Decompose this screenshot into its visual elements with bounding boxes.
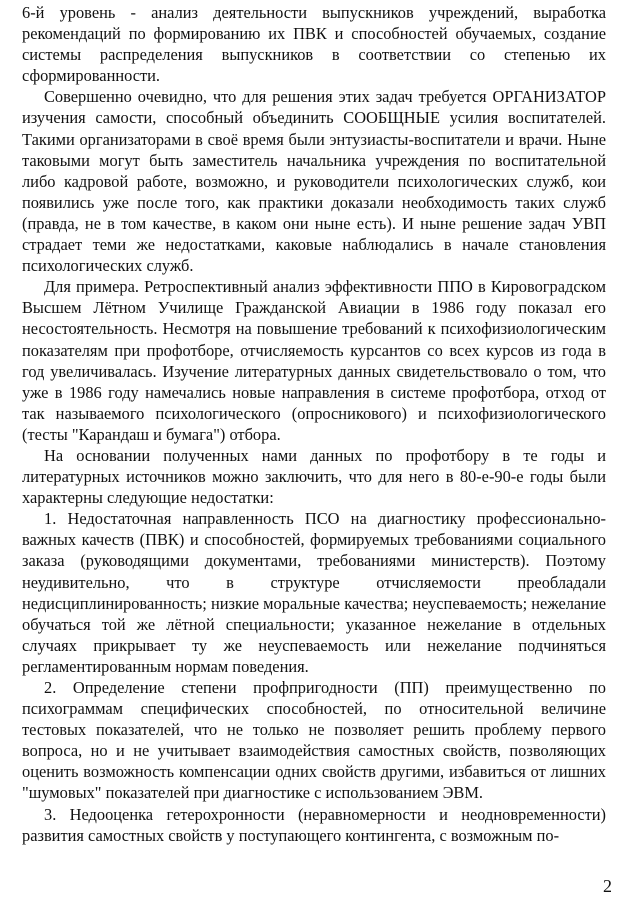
body-text: [22, 2, 606, 846]
paragraph-item-1: 1. Недостаточная направленность ПСО на диагностику профессионально-важных качеств (ПВК) и способностей, формируемых требованиями социального заказа (руководящими документами, требованиями министерств). Поэтому неудивительно, что в структуре отчисляемости преобладали недисциплинированность; низкие моральные качества; неуспеваемость; нежелание обучаться той же лётной специальности; указанное нежелание в отдельных случаях прикрывает ту же неуспеваемость или нежелание подчиняться регламентированным нормам поведения.: [22, 509, 606, 676]
paragraph-example: Для примера. Ретроспективный анализ эффективности ППО в Кировоградском Высшем Лётном Училище Гражданской Авиации в 1986 году показал его несостоятельность. Несмотря на повышение требований к психофизиологическим показателям при профотборе, отчисляемость курсантов со всех курсов из года в год увеличивалась. Изучение литературных данных свидетельствовало о том, что уже в 1986 году намечались новые направления в системе профотбора, отход от так называемого психологического (опросникового) и психофизиологического (тесты "Карандаш и бумага") отбора.: [22, 277, 606, 444]
page-number: 2: [603, 876, 612, 896]
paragraph-conclusion-intro: На основании полученных нами данных по профотбору в те годы и литературных источников можно заключить, что для него в 80-е-90-е годы были характерны следующие недостатки:: [22, 445, 606, 508]
paragraph-level-6: 6-й уровень - анализ деятельности выпускников учреждений, выработка рекомендаций по формированию их ПВК и способностей обучаемых, создание системы распределения выпускников в соответствии со степенью их сформированности.: [22, 3, 606, 86]
paragraph-item-3: 3. Недооценка гетерохронности (неравномерности и неодновременности) развития самостных свойств у поступающего контингента, с возможным по-: [22, 804, 606, 845]
paragraph-organizer: Совершенно очевидно, что для решения этих задач требуется ОРГАНИЗАТОР изучения самости, способный объединить СООБЩНЫЕ усилия воспитателей. Такими организаторами в своё время были энтузиасты-воспитатели и врачи. Ныне таковыми могут быть заместитель начальника учреждения по воспитательной либо кадровой работе, возможно, и руководители психологических служб, кои появились уже после того, как практики доказали необходимость таких служб (правда, не в том качестве, в каком они ныне есть). И ныне решение задач УВП страдает теми же недостатками, каковые наблюдались в начале становления психологических служб.: [22, 87, 606, 276]
paragraph-item-2: 2. Определение степени профпригодности (ПП) преимущественно по психограммам специфических способностей, по относительной величине тестовых показателей, что не только не позволяет решить проблему первого вопроса, но и не учитывает взаимодействия самостных свойств, позволяющих оценить возможность компенсации одних свойств другими, избавиться от лишних "шумовых" показателей при диагностике с использованием ЭВМ.: [22, 678, 606, 803]
